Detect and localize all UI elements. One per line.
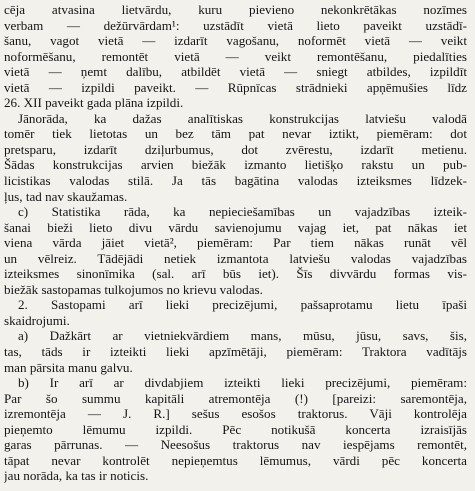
text-line: šanu, vagot vietā — izdarīt vagošanu, noformēt vietā — veikt xyxy=(4,33,467,49)
text-line: pieņemto lēmumu izpildi. Pēc notikušā koncerta izraisījās xyxy=(4,421,467,437)
text-line: vietā — ņemt dalību, atbildēt vietā — sniegt atbildes, izpildīt xyxy=(4,64,467,80)
text-line: pretsparu, izdarīt dziļurbumus, dot zvērestu, izdarīt metienu. xyxy=(4,141,467,157)
text-line: tomēr tiek lietotas un bez tām pat nevar iztikt, piemēram: dot xyxy=(4,126,467,142)
text-line: vietā — izpildi paveikt. — Rūpnīcas strādnieki apņēmušies līdz xyxy=(4,79,467,95)
text-line: man pārsita manu galvu. xyxy=(4,359,133,375)
text-line: licistikas valodas stilā. Ja tās bagātina valodas izteiksmes līdzek- xyxy=(4,173,467,189)
text-line: viena vārda jāiet vietā², piemēram: Par tiem nākas runāt vēl xyxy=(4,235,467,251)
text-line: Šādas konstrukcijas arvien biežāk izmanto lietišķo rakstu un pub- xyxy=(4,157,467,173)
text-line: 26. XII paveikt gada plāna izpildi. xyxy=(4,95,184,111)
text-body xyxy=(4,2,467,484)
text-line: noformēšanu, remontēt vietā — veikt remontēšanu, piedalīties xyxy=(4,48,467,64)
text-line: izremontēja — J. R.] sešus esošos traktorus. Vāji kontrolēja xyxy=(4,406,467,422)
text-line: skaidrojumi. xyxy=(4,312,70,328)
text-line: jau norāda, ka tas ir noticis. xyxy=(4,468,149,484)
text-line: garas pārrunas. — Neesošus traktorus nav iespējams remontēt, xyxy=(4,437,467,453)
text-line: un vēlreiz. Tādējādi netiek izmantota latviešu valodas vajadzības xyxy=(4,250,467,266)
text-line: a) Dažkārt ar vietniekvārdiem mans, mūsu, jūsu, savs, šis, xyxy=(18,328,467,344)
text-line: Par šo summu kapitāli atremontēja (!) [pareizi: saremontēja, xyxy=(4,390,467,406)
text-line: Jānorāda, ka dažas analītiskas konstrukcijas latviešu valodā xyxy=(18,110,467,126)
text-line: biežāk sastopamas tulkojumos no krievu valodas. xyxy=(4,281,263,297)
text-line: izteiksmes sinonīmika (sal. arī būs iet). Šīs divvārdu formas vis- xyxy=(4,266,467,282)
text-line: ļus, tad nav skaužamas. xyxy=(4,188,128,204)
text-line: verbam — dežūrvārdam¹: uzstādīt vietā lieto paveikt uzstādī- xyxy=(4,17,467,33)
text-line: cēja atvasina lietvārdu, kuru pievieno nekonkrētākas nozīmes xyxy=(4,2,467,17)
text-line: tāpat nevar kontrolēt nepieņemtus lēmumus, vārdi pēc koncerta xyxy=(4,452,467,468)
text-line: c) Statistika rāda, ka nepieciešamības un vajadzības izteik- xyxy=(18,204,467,220)
text-line: šanai bieži lieto divu vārdu savienojumu vajag iet, pat nākas iet xyxy=(4,219,467,235)
text-line: tas, tāds ir izteikti lieki apzīmētāji, piemēram: Traktora vadītājs xyxy=(4,344,467,360)
text-line: b) Ir arī ar divdabjiem izteikti lieki precizējumi, piemēram: xyxy=(18,375,467,391)
text-line: 2. Sastopami arī lieki precizējumi, pašsaprotamu lietu īpaši xyxy=(18,297,467,313)
